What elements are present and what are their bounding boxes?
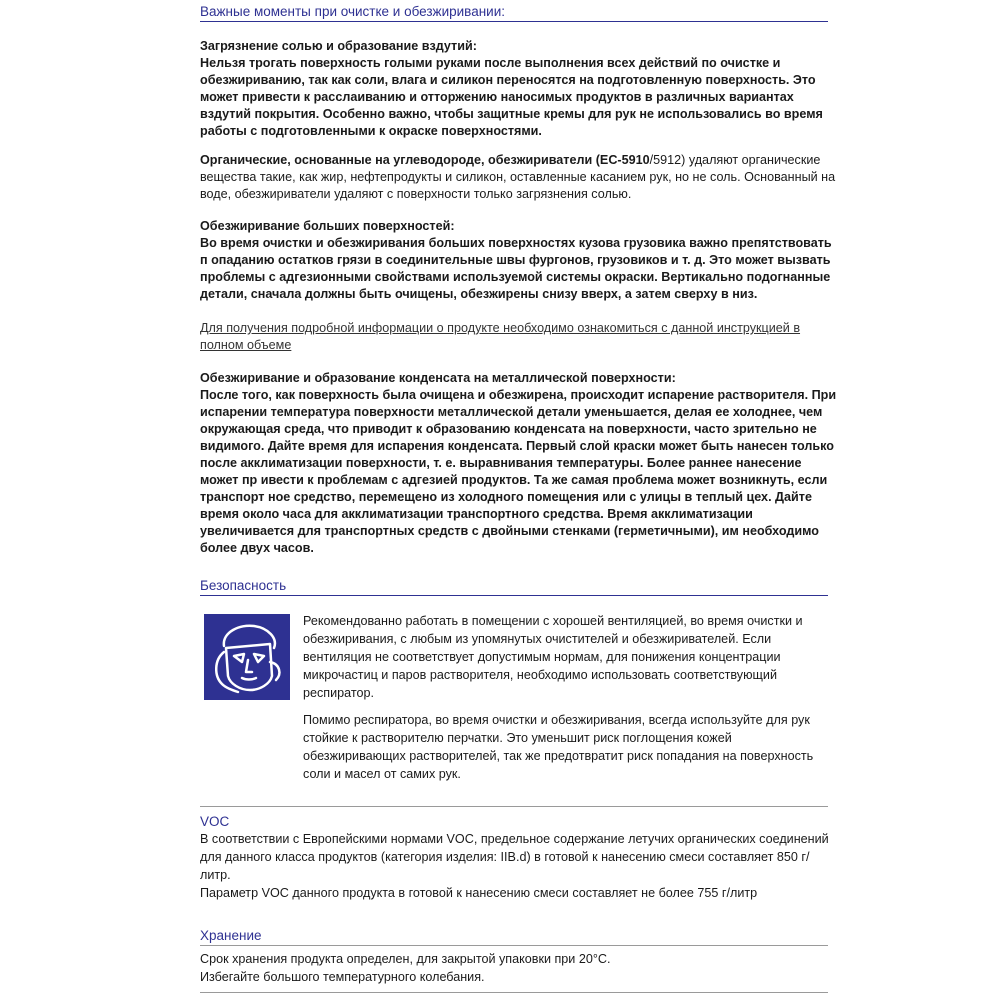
respirator-mask-icon: [204, 614, 290, 700]
condensation-title: Обезжиривание и образование конденсата на металлической поверхности:: [200, 371, 676, 385]
voc-section-heading: VOC: [200, 814, 230, 829]
salt-contamination-text: Нельзя трогать поверхность голыми руками после выполнения всех действий по очистке и обезжириванию, так как соли, влага и силикон переносятся на подготовленную поверхность. Это может привести к расслаиванию и отторжению наносимых продуктов в различных вариантах вздутий покрытия. Особенно важно, чтобы защитные кремы для рук не использовались во время работы с подготовленными к окраске поверхностями.: [200, 56, 823, 138]
cleaning-section-heading: Важные моменты при очистке и обезжиривании:: [200, 4, 828, 22]
safety-section-heading: Безопасность: [200, 578, 828, 596]
condensation-block: [200, 370, 840, 557]
organic-degreasers-block: [200, 152, 840, 203]
voc-product-text: Параметр VOC данного продукта в готовой к нанесению смеси составляет не более 755 г/литр: [200, 886, 758, 900]
voc-divider: [200, 806, 828, 807]
voc-block: [200, 830, 830, 902]
large-surfaces-text: Во время очистки и обезжиривания больших поверхностях кузова грузовика важно препятствовать п опаданию остатков грязи в соединительные швы фургонов, грузовиков и т. д. Это может вызвать проблемы с адгезионными свойствами используемой системы окраски. Вертикально подогнанные детали, сначала должны быть очищены, обезжирены снизу вверх, а затем сверху в низ.: [200, 236, 832, 301]
salt-contamination-title: Загрязнение солью и образование вздутий:: [200, 39, 477, 53]
full-instructions-link[interactable]: Для получения подробной информации о продукте необходимо ознакомиться с данной инструкцией в полном объеме: [200, 321, 801, 352]
storage-temperature-text: Избегайте большого температурного колебания.: [200, 970, 485, 984]
bottom-divider: [200, 992, 828, 993]
safety-paragraph-2: Помимо респиратора, во время очистки и обезжиривания, всегда используйте для рук стойкие к растворителю перчатки. Это уменьшит риск поглощения кожей обезжиривающих растворителей, так же предотвратит риск попадания на поверхность соли и масел от самих рук.: [303, 713, 814, 781]
storage-section-heading: Хранение: [200, 928, 828, 946]
salt-contamination-block: [200, 38, 840, 140]
organic-degreasers-bold: Органические, основанные на углеводороде, обезжириватели (ЕС-5910: [200, 153, 650, 167]
storage-block: [200, 950, 840, 986]
condensation-text: После того, как поверхность была очищена и обезжирена, происходит испарение растворителя. При испарении температура поверхности металлической детали уменьшается, делая ее холоднее, чем окружающая среда, что приводит к образованию конденсата на поверхности, часто зрительно не видимого. Дайте время для испарения конденсата. Первый слой краски может быть нанесен только после акклиматизации поверхности, т. е. выравнивания температуры. Более раннее нанесение может пр ивести к проблемам с адгезией продуктов. Та же самая проблема может возникнуть, если транспорт ное средство, перемещено из холодного помещения или с улицы в теплый цех. Дайте время около часа для акклиматизации транспортного средства. Время акклиматизации увеличивается для транспортных средств с двойными стенками (герметичными), им необходимо более двух часов.: [200, 388, 837, 555]
organic-degreasers-text: [200, 152, 840, 203]
full-instructions-link-block: [200, 320, 825, 354]
storage-shelf-life-text: Срок хранения продукта определен, для закрытой упаковки при 20°C.: [200, 952, 611, 966]
safety-paragraph-1: Рекомендованно работать в помещении с хорошей вентиляцией, во время очистки и обезжиривания, с любым из упомянутых очистителей и обезжиривателей. Если вентиляция не соответствует допустимым нормам, для понижения концентрации микрочастиц и паров растворителя, необходимо использовать соответствующий респиратор.: [303, 614, 803, 700]
large-surfaces-title: Обезжиривание больших поверхностей:: [200, 219, 455, 233]
voc-limit-text: В соответствии с Европейскими нормами VOC, предельное содержание летучих органических соединений для данного класса продуктов (категория изделия: IIB.d) в готовой к нанесению смеси составляет 850 г/литр.: [200, 832, 829, 882]
large-surfaces-block: [200, 218, 840, 303]
organic-degreasers-normal: /5912) удаляют органические вещества такие, как жир, нефтепродукты и силикон, оставленные касанием рук, но не соль. Основанный на воде, обезжириватели удаляют с поверхности только загрязнения солью.: [200, 153, 836, 201]
